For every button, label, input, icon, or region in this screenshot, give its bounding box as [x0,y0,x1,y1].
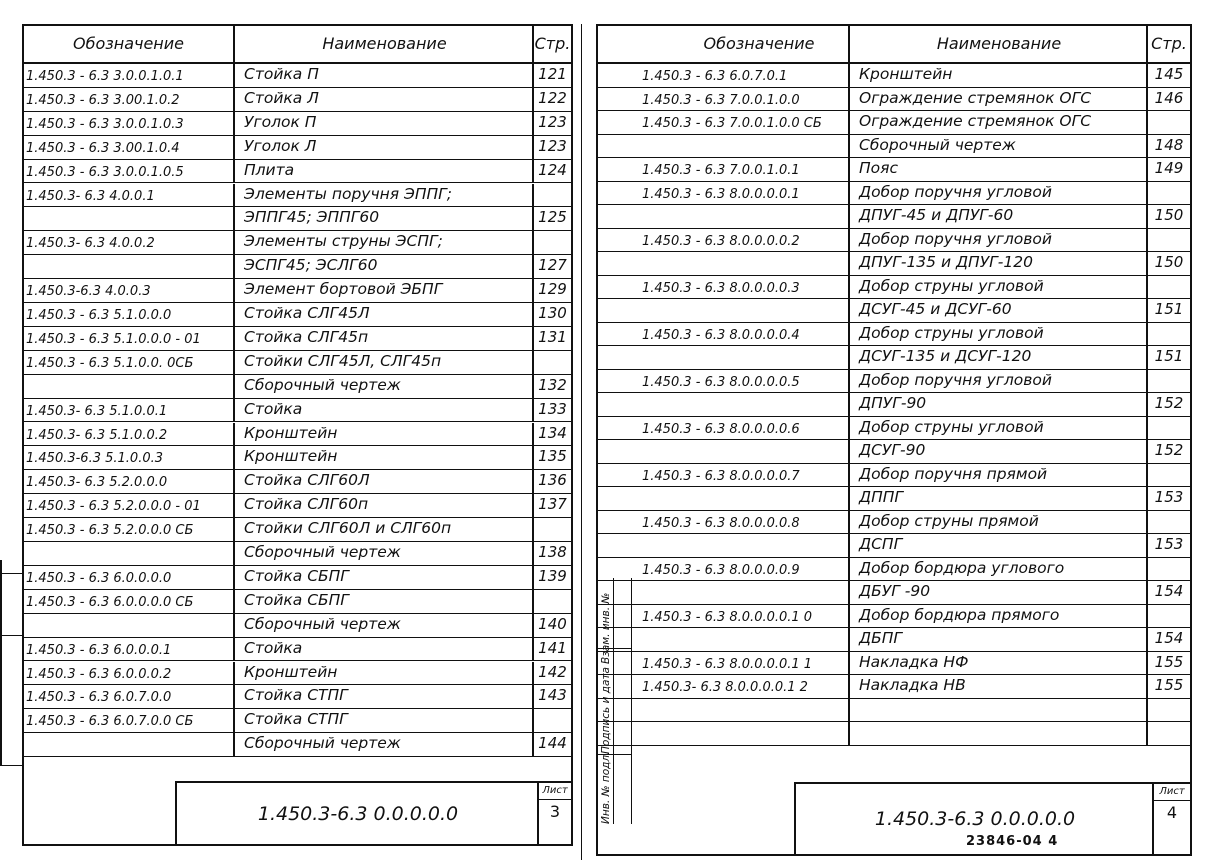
page-cell: 149 [1146,158,1190,181]
designation-cell [24,614,233,637]
designation-cell: 1.450.3 - 6.3 6.0.7.0.0 [26,690,172,706]
designation-cell: 1.450.3 - 6.3 8.0.0.0.0.4 [642,327,800,343]
name-cell: Кронштейн [848,64,1146,87]
designation-cell [598,487,848,510]
name-cell: Добор струны угловой [848,323,1146,346]
name-cell: ДСУГ-135 и ДСУГ-120 [848,346,1146,369]
table-row [24,64,571,88]
page-cell: 154 [1146,581,1190,604]
designation-cell: 1.450.3- 6.3 4.0.0.2 [26,236,155,252]
name-cell: Стойка Л [233,88,532,111]
name-cell: ЭППГ45; ЭППГ60 [233,207,532,230]
designation-cell: 1.450.3- 6.3 4.0.0.1 [26,188,155,204]
name-cell: Стойки СЛГ45Л, СЛГ45п [233,351,532,374]
sheet-box [1152,784,1190,854]
designation-cell [598,722,848,745]
table-row [598,252,1190,276]
name-cell: Сборочный чертеж [233,542,532,565]
page-cell: 148 [1146,135,1190,158]
name-cell: Ограждение стремянок ОГС [848,111,1146,134]
page-cell: 153 [1146,487,1190,510]
page-cell: 155 [1146,675,1190,698]
name-cell: ДБУГ -90 [848,581,1146,604]
table-row [24,136,571,160]
table-row [598,229,1190,253]
table-row [598,370,1190,394]
table-row [24,685,571,709]
designation-cell [598,581,848,604]
designation-cell [598,299,848,322]
name-cell: Кронштейн [233,662,532,685]
page-cell: 123 [532,136,571,159]
page-cell: 139 [532,566,571,589]
table-row [598,111,1190,135]
document-code: 1.450.3-6.3 0.0.0.0.0 [874,808,1076,830]
page-cell: 137 [532,494,571,517]
page-cell [532,518,571,541]
page-cell [1146,370,1190,393]
name-cell: Стойка СЛГ45Л [233,303,532,326]
designation-cell [598,628,848,651]
designation-cell [598,346,848,369]
page-cell: 138 [532,542,571,565]
designation-cell [598,534,848,557]
designation-cell: 1.450.3 - 6.3 5.1.0.0.0 [26,308,172,323]
designation-cell [24,375,233,398]
name-cell: ДСПГ [848,534,1146,557]
designation-cell: 1.450.3 - 6.3 5.2.0.0.0 СБ [26,523,194,539]
table-row [598,628,1190,652]
page-cell: 130 [532,303,571,326]
name-cell: Ограждение стремянок ОГС [848,88,1146,111]
name-cell: Стойка СБПГ [233,590,532,613]
designation-cell: 1.450.3 - 6.3 5.1.0.0.0 - 01 [26,331,201,347]
table-row [24,160,571,184]
designation-cell: 1.450.3 - 6.3 7.0.0.1.0.1 [642,163,800,178]
designation-cell [24,733,233,756]
designation-cell: 1.450.3 - 6.3 8.0.0.0.0.5 [642,374,800,390]
name-cell: Добор поручня угловой [848,182,1146,205]
page-cell: 140 [532,614,571,637]
page-cell: 151 [1146,346,1190,369]
name-cell: Сборочный чертеж [233,614,532,637]
page-cell: 142 [532,662,571,685]
name-cell: Накладка НФ [848,652,1146,675]
page-cell [1146,417,1190,440]
name-cell: Добор струны угловой [848,417,1146,440]
designation-cell: 1.450.3- 6.3 5.1.0.0.1 [26,403,168,419]
name-cell: Элементы поручня ЭППГ; [233,184,532,207]
designation-cell [598,699,848,722]
page-cell: 152 [1146,393,1190,416]
page-cell [532,590,571,613]
sheet-number: 4 [1166,803,1178,822]
designation-cell [24,542,233,565]
name-cell: Кронштейн [233,446,532,469]
name-cell: ДПУГ-135 и ДПУГ-120 [848,252,1146,275]
signature-side-strip [596,578,632,824]
page-cell: 122 [532,88,571,111]
inventory-number-label: Инв. № подл. [600,751,612,824]
designation-cell: 1.450.3 - 6.3 8.0.0.0.0.9 [642,562,800,578]
name-cell: Кронштейн [233,423,532,446]
table-row [24,709,571,733]
page-cell: 143 [532,685,571,708]
document-code: 1.450.3-6.3 0.0.0.0.0 [257,802,459,825]
side-strip-divider [596,648,631,649]
designation-cell: 1.450.3 - 6.3 3.00.1.0.4 [26,140,180,156]
table-row [24,184,571,208]
table-row [24,733,571,757]
table-row [598,464,1190,488]
designation-cell: 1.450.3-6.3 4.0.0.3 [26,284,151,300]
name-cell: Стойка СЛГ60Л [233,470,532,493]
table-row [24,399,571,423]
designation-cell: 1.450.3 - 6.3 3.0.0.1.0.1 [26,69,184,84]
name-cell: Стойка СТПГ [233,709,532,732]
name-cell: Стойка П [233,64,532,87]
signature-date-label: Подпись и дата [600,667,612,754]
name-cell: ЭСПГ45; ЭСЛГ60 [233,255,532,278]
page-cell [1146,558,1190,581]
designation-cell: 1.450.3 - 6.3 6.0.0.0.1 [26,642,172,658]
name-cell: Накладка НВ [848,675,1146,698]
table-header [598,26,1190,64]
name-cell [848,722,1146,745]
name-cell: Сборочный чертеж [233,733,532,756]
page-header: Стр. [1146,26,1190,62]
page-cell: 145 [1146,64,1190,87]
page-cell: 121 [532,64,571,87]
page-cell [1146,605,1190,628]
table-row [598,487,1190,511]
table-row [598,511,1190,535]
table-row [598,699,1190,723]
name-cell: ДСУГ-45 и ДСУГ-60 [848,299,1146,322]
designation-cell [598,205,848,228]
name-cell: Уголок П [233,112,532,135]
table-row [598,722,1190,746]
designation-cell [598,393,848,416]
table-row [598,417,1190,441]
name-header: Наименование [233,26,534,62]
side-strip-divider [596,754,631,755]
archive-stamp: 23846-04 4 [966,834,1059,849]
name-cell: Элемент бортовой ЭБПГ [233,279,532,302]
designation-cell: 1.450.3 - 6.3 5.2.0.0.0 - 01 [26,499,201,515]
sheet-box-divider [1154,800,1190,801]
page-cell [1146,323,1190,346]
table-row [598,346,1190,370]
page-cell [532,231,571,254]
table-row [24,207,571,231]
table-row [24,470,571,494]
table-row [24,351,571,375]
name-cell: Добор поручня угловой [848,229,1146,252]
table-row [598,88,1190,112]
designation-cell: 1.450.3- 6.3 8.0.0.0.0.1 2 [642,680,808,695]
page-cell: 144 [532,733,571,756]
table-row [598,323,1190,347]
name-cell: ДПУГ-90 [848,393,1146,416]
left-sheet [22,24,573,846]
page-cell: 136 [532,470,571,493]
name-cell: Элементы струны ЭСПГ; [233,231,532,254]
table-row [24,423,571,447]
sheet-box-divider [539,799,571,800]
designation-cell: 1.450.3 - 6.3 6.0.0.0.2 [26,666,172,682]
name-cell: Добор поручня прямой [848,464,1146,487]
table-row [24,590,571,614]
name-cell: Стойки СЛГ60Л и СЛГ60п [233,518,532,541]
name-cell: Уголок Л [233,136,532,159]
designation-cell: 1.450.3 - 6.3 6.0.0.0.0 СБ [26,594,194,610]
page-cell [532,184,571,207]
table-row [598,605,1190,629]
designation-cell [598,135,848,158]
table-row [598,581,1190,605]
designation-cell: 1.450.3- 6.3 5.1.0.0.2 [26,427,168,443]
page-cell [1146,229,1190,252]
table-row [24,375,571,399]
name-cell: ДПУГ-45 и ДПУГ-60 [848,205,1146,228]
page-cell: 124 [532,160,571,183]
page-cell: 152 [1146,440,1190,463]
page-cell [1146,276,1190,299]
replacement-inventory-label: Взам. инв. № [600,592,612,664]
table-row [24,566,571,590]
page-cell [532,709,571,732]
table-row [24,255,571,279]
page-cell [1146,722,1190,745]
name-cell: Пояс [848,158,1146,181]
page-cell: 153 [1146,534,1190,557]
designation-cell: 1.450.3 - 6.3 8.0.0.0.0.1 1 [642,656,813,672]
designation-cell [598,440,848,463]
name-cell: Стойка СЛГ45п [233,327,532,350]
table-row [24,112,571,136]
designation-cell: 1.450.3 - 6.3 8.0.0.0.0.6 [642,421,800,437]
table-row [24,303,571,327]
page-cell: 141 [532,638,571,661]
table-row [24,542,571,566]
page-cell [1146,182,1190,205]
designation-cell: 1.450.3- 6.3 5.2.0.0.0 [26,475,168,491]
table-row [598,182,1190,206]
name-cell: Добор бордюра углового [848,558,1146,581]
designation-cell: 1.450.3 - 6.3 7.0.0.1.0.0 СБ [642,116,822,131]
page-cell: 129 [532,279,571,302]
designation-cell: 1.450.3 - 6.3 5.1.0.0. 0СБ [26,355,194,371]
designation-header: Обозначение [72,34,185,53]
name-cell: Добор поручня угловой [848,370,1146,393]
table-row [598,299,1190,323]
name-cell: ДБПГ [848,628,1146,651]
page-cell: 134 [532,423,571,446]
sheet-number: 3 [549,802,561,821]
table-row [24,446,571,470]
table-row [598,534,1190,558]
table-row [24,88,571,112]
bottom-rule [24,756,571,757]
designation-cell: 1.450.3 - 6.3 7.0.0.1.0.0 [642,92,800,108]
name-cell [848,699,1146,722]
designation-cell [24,207,233,230]
page-cell: 154 [1146,628,1190,651]
table-row [24,614,571,638]
page-header: Стр. [532,26,571,62]
table-row [24,662,571,686]
table-row [24,231,571,255]
designation-header: Обозначение [703,34,815,53]
name-cell: Добор струны прямой [848,511,1146,534]
designation-cell: 1.450.3 - 6.3 8.0.0.0.0.1 [642,186,800,202]
name-cell: Стойка [233,399,532,422]
name-cell: Плита [233,160,532,183]
table-row [24,638,571,662]
designation-cell: 1.450.3 - 6.3 8.0.0.0.0.8 [642,515,800,531]
designation-cell: 1.450.3 - 6.3 8.0.0.0.0.7 [642,468,800,484]
table-row [598,652,1190,676]
page-cell [1146,464,1190,487]
page-cell: 132 [532,375,571,398]
page-cell [532,351,571,374]
page-cell [1146,111,1190,134]
sheet-label: Лист [1159,786,1185,797]
designation-cell: 1.450.3 - 6.3 8.0.0.0.0.2 [642,233,800,249]
designation-cell: 1.450.3 - 6.3 6.0.7.0.1 [642,69,788,84]
right-sheet [596,24,1192,856]
designation-cell: 1.450.3 - 6.3 6.0.7.0.0 СБ [26,714,194,730]
page-cell [1146,511,1190,534]
page-cell: 123 [532,112,571,135]
table-row [24,494,571,518]
left-margin-tick [0,635,22,636]
table-row [598,675,1190,699]
sheet-box [537,783,571,844]
designation-cell: 1.450.3-6.3 5.1.0.0.3 [26,451,164,467]
designation-cell: 1.450.3 - 6.3 8.0.0.0.0.1 0 [642,609,813,625]
table-row [24,327,571,351]
table-row [598,64,1190,88]
table-row [24,518,571,542]
table-row [598,393,1190,417]
table-header [24,26,571,64]
page-cell: 150 [1146,252,1190,275]
name-cell: Стойка [233,638,532,661]
designation-cell: 1.450.3 - 6.3 3.0.0.1.0.5 [26,164,184,180]
left-margin-tick [0,573,22,574]
page-cell: 150 [1146,205,1190,228]
designation-cell [598,252,848,275]
table-row [24,279,571,303]
name-cell: Добор струны угловой [848,276,1146,299]
name-cell: Сборочный чертеж [233,375,532,398]
table-row [598,558,1190,582]
name-cell: ДППГ [848,487,1146,510]
designation-cell: 1.450.3 - 6.3 6.0.0.0.0 [26,570,172,586]
left-margin-line [0,560,2,765]
name-cell: ДСУГ-90 [848,440,1146,463]
page-cell: 146 [1146,88,1190,111]
table-row [598,205,1190,229]
page-cell: 151 [1146,299,1190,322]
designation-cell: 1.450.3 - 6.3 8.0.0.0.0.3 [642,280,800,296]
left-margin-tick [0,765,22,766]
designation-cell: 1.450.3 - 6.3 3.0.0.1.0.3 [26,116,184,132]
name-header: Наименование [848,26,1148,62]
table-row [598,440,1190,464]
title-block [175,781,571,844]
page-cell: 155 [1146,652,1190,675]
table-row [598,135,1190,159]
sheet-label: Лист [542,785,568,796]
name-cell: Добор бордюра прямого [848,605,1146,628]
page-cell: 131 [532,327,571,350]
name-cell: Сборочный чертеж [848,135,1146,158]
center-fold-line [581,24,582,860]
name-cell: Стойка СТПГ [233,685,532,708]
name-cell: Стойка СЛГ60п [233,494,532,517]
name-cell: Стойка СБПГ [233,566,532,589]
page-cell: 125 [532,207,571,230]
page-cell: 133 [532,399,571,422]
page-cell [1146,699,1190,722]
table-row [598,276,1190,300]
designation-cell [24,255,233,278]
designation-cell: 1.450.3 - 6.3 3.00.1.0.2 [26,92,180,108]
page-cell: 135 [532,446,571,469]
page-cell: 127 [532,255,571,278]
table-row [598,158,1190,182]
